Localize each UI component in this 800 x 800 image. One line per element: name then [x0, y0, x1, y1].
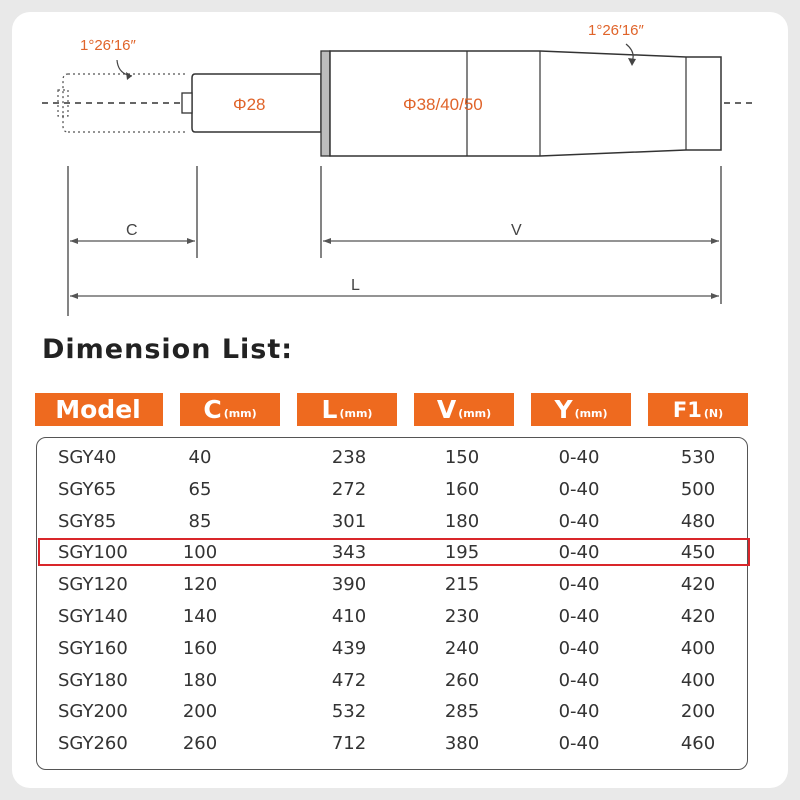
table-cell: 272	[331, 478, 367, 500]
table-cell: 439	[331, 637, 367, 659]
gas-spring-diagram	[0, 0, 800, 330]
table-cell: 285	[444, 701, 480, 723]
table-cell: 343	[331, 542, 367, 564]
table-cell: 260	[182, 733, 218, 755]
table-cell: 712	[331, 733, 367, 755]
table-cell: 420	[680, 606, 716, 627]
table-cell: 160	[444, 478, 480, 500]
table-cell: 0-40	[558, 637, 600, 659]
table-cell: SGY200	[58, 701, 128, 723]
header-v: V (mm)	[414, 393, 514, 426]
table-row	[36, 729, 748, 759]
table-cell: 390	[331, 574, 367, 596]
table-cell: 0-40	[558, 574, 600, 596]
extended-rod-outline	[63, 74, 188, 132]
dim-label-c: C	[126, 222, 138, 239]
table-cell: 0-40	[558, 510, 600, 532]
table-cell: 180	[182, 669, 218, 691]
dimension-list-title: Dimension List:	[42, 334, 294, 365]
table-cell: 500	[680, 478, 716, 500]
table-cell: 200	[182, 701, 218, 723]
table-cell: 100	[182, 542, 218, 564]
table-row	[36, 507, 748, 537]
table-row	[36, 634, 748, 664]
table-cell: 420	[680, 574, 716, 596]
table-cell: 0-40	[558, 733, 600, 755]
table-row	[36, 475, 748, 505]
rod-tip	[182, 93, 192, 113]
table-cell: SGY120	[58, 574, 128, 596]
table-cell: 0-40	[558, 669, 600, 691]
table-cell: 0-40	[558, 447, 600, 468]
cylinder-body	[330, 51, 721, 156]
table-cell: 238	[331, 447, 367, 468]
table-row	[36, 697, 748, 727]
header-c: C (mm)	[180, 393, 280, 426]
dim-label-v: V	[511, 222, 522, 239]
table-cell: 240	[444, 637, 480, 659]
table-cell: 85	[188, 510, 212, 532]
table-cell: 0-40	[558, 542, 600, 564]
rod-diameter-label: Φ28	[233, 95, 266, 114]
table-cell: 65	[188, 478, 212, 500]
table-cell: 480	[680, 510, 716, 532]
table-cell: SGY100	[58, 542, 128, 564]
table-cell: 195	[444, 542, 480, 564]
table-row	[36, 570, 748, 600]
table-cell: 230	[444, 606, 480, 627]
table-row	[36, 602, 748, 632]
table-cell: 40	[188, 447, 212, 468]
table-cell: 0-40	[558, 701, 600, 723]
table-cell: 180	[444, 510, 480, 532]
table-cell: 460	[680, 733, 716, 755]
table-cell: 0-40	[558, 606, 600, 627]
angle-label-left: 1°26′16″	[80, 37, 136, 54]
table-cell: SGY160	[58, 637, 128, 659]
table-cell: SGY140	[58, 606, 128, 627]
table-cell: 530	[680, 447, 716, 468]
table-cell: 532	[331, 701, 367, 723]
table-cell: 301	[331, 510, 367, 532]
table-cell: 0-40	[558, 478, 600, 500]
table-cell: 400	[680, 669, 716, 691]
dim-label-l: L	[351, 277, 360, 294]
table-cell: 472	[331, 669, 367, 691]
header-l: L (mm)	[297, 393, 397, 426]
table-cell: 380	[444, 733, 480, 755]
header-y: Y (mm)	[531, 393, 631, 426]
flange	[321, 51, 330, 156]
body-diameter-label: Φ38/40/50	[403, 95, 483, 114]
table-cell: 400	[680, 637, 716, 659]
header-f1: F1 (N)	[648, 393, 748, 426]
table-cell: 200	[680, 701, 716, 723]
table-cell: 120	[182, 574, 218, 596]
table-cell: 260	[444, 669, 480, 691]
table-cell: SGY260	[58, 733, 128, 755]
header-model: Model	[35, 393, 163, 426]
table-row	[36, 443, 748, 473]
table-cell: 160	[182, 637, 218, 659]
table-cell: SGY85	[58, 510, 117, 532]
table-cell: 150	[444, 447, 480, 468]
table-cell: 140	[182, 606, 218, 627]
table-cell: 410	[331, 606, 367, 627]
table-cell: SGY180	[58, 669, 128, 691]
table-row	[36, 666, 748, 696]
table-cell: 450	[680, 542, 716, 564]
table-cell: SGY40	[58, 447, 117, 468]
highlighted-row-frame	[38, 538, 750, 566]
angle-label-right: 1°26′16″	[588, 22, 644, 39]
table-cell: SGY65	[58, 478, 117, 500]
table-cell: 215	[444, 574, 480, 596]
